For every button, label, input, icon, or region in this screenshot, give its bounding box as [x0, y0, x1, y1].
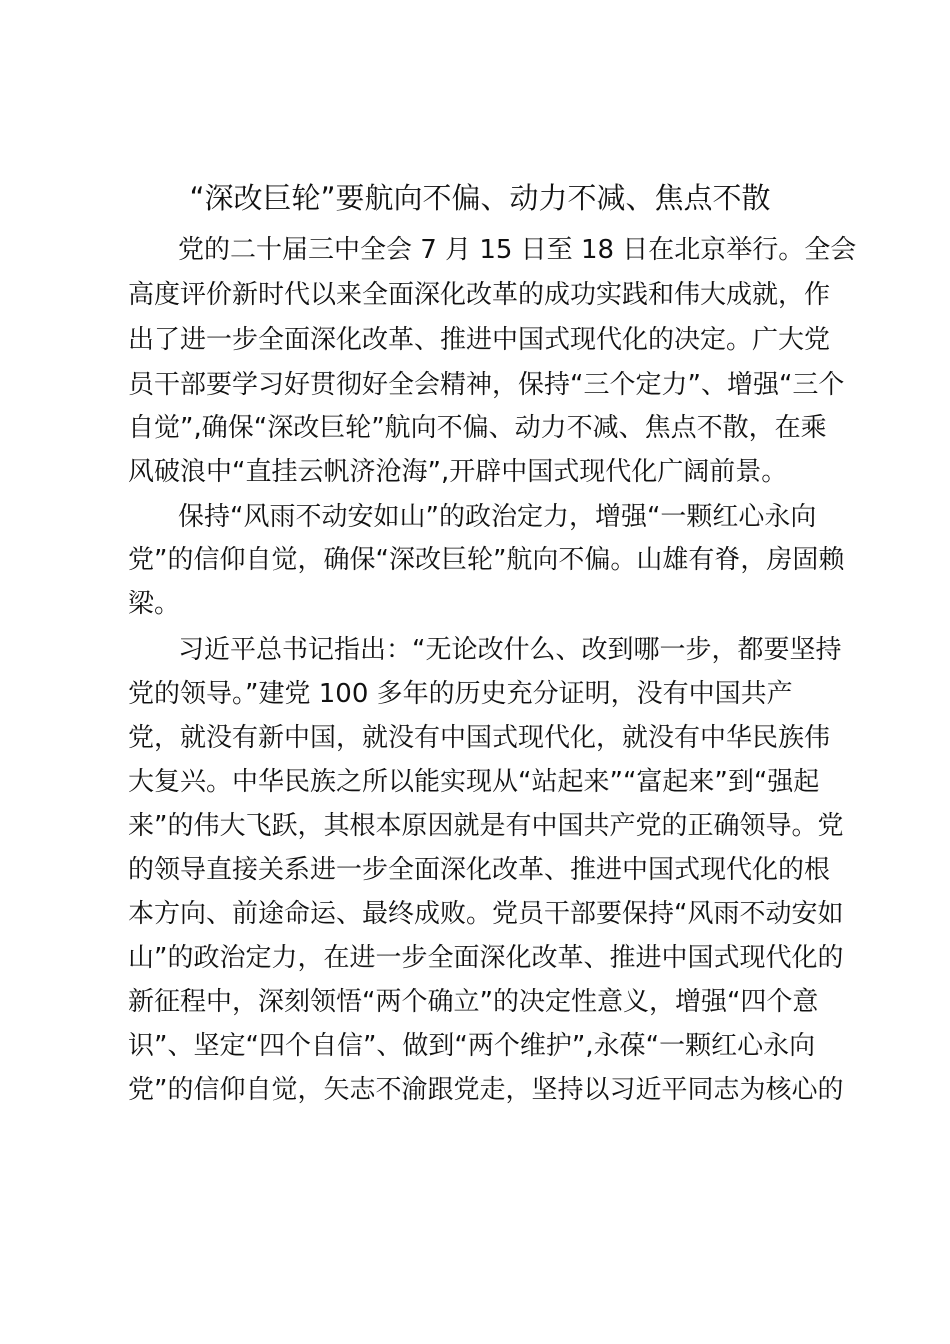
paragraph-1-line: 风破浪中“直挂云帆济沧海”,开辟中国式现代化广阔前景。 — [128, 457, 788, 487]
paragraph-3-line: 山”的政治定力，在进一步全面深化改革、推进中国式现代化的 — [128, 943, 844, 973]
paragraph-1-line: 自觉”,确保“深改巨轮”航向不偏、动力不减、焦点不散，在乘 — [128, 413, 827, 443]
paragraph-3-line: 党”的信仰自觉，矢志不渝跟党走，坚持以习近平同志为核心的 — [128, 1075, 844, 1105]
paragraph-3-line: 来”的伟大飞跃，其根本原因就是有中国共产党的正确领导。党 — [128, 811, 844, 841]
paragraph-3-line: 识”、坚定“四个自信”、做到“两个维护”,永葆“一颗红心永向 — [128, 1031, 816, 1061]
document-title: “深改巨轮”要航向不偏、动力不减、焦点不散 — [189, 181, 771, 215]
paragraph-2-line: 保持“风雨不动安如山”的政治定力，增强“一颗红心永向 — [178, 502, 817, 532]
paragraph-3-line: 党的领导。”建党 100 多年的历史充分证明，没有中国共产 — [128, 679, 793, 709]
paragraph-1-line: 党的二十届三中全会 7 月 15 日至 18 日在北京举行。全会 — [178, 235, 857, 265]
paragraph-3-line: 本方向、前途命运、最终成败。党员干部要保持“风雨不动安如 — [128, 899, 844, 929]
paragraph-3-line: 党，就没有新中国，就没有中国式现代化，就没有中华民族伟 — [128, 723, 831, 753]
paragraph-1-line: 高度评价新时代以来全面深化改革的成功实践和伟大成就，作 — [128, 280, 831, 310]
paragraph-2-line: 梁。 — [128, 589, 181, 619]
paragraph-3-line: 大复兴。中华民族之所以能实现从“站起来”“富起来”到“强起 — [128, 767, 820, 797]
paragraph-2-line: 党”的信仰自觉，确保“深改巨轮”航向不偏。山雄有脊，房固赖 — [128, 545, 845, 575]
paragraph-3-line: 习近平总书记指出：“无论改什么、改到哪一步，都要坚持 — [178, 635, 842, 665]
paragraph-1-line: 出了进一步全面深化改革、推进中国式现代化的决定。广大党 — [128, 325, 831, 355]
paragraph-3-line: 新征程中，深刻领悟“两个确立”的决定性意义，增强“四个意 — [128, 987, 819, 1017]
paragraph-3-line: 的领导直接关系进一步全面深化改革、推进中国式现代化的根 — [128, 855, 831, 885]
paragraph-1-line: 员干部要学习好贯彻好全会精神，保持“三个定力”、增强“三个 — [128, 370, 845, 400]
